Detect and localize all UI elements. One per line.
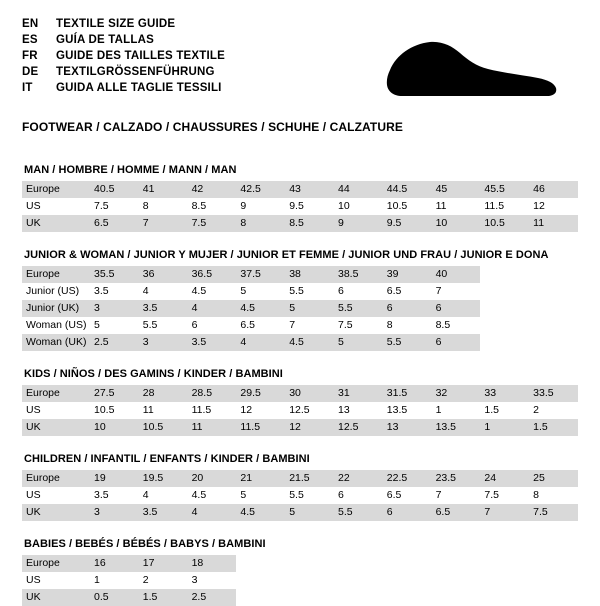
section-title: BABIES / BEBÉS / BÉBÉS / BABYS / BAMBINI <box>24 538 266 550</box>
size-cell: 4 <box>236 334 285 351</box>
size-cell: 24 <box>480 470 529 487</box>
section-title: JUNIOR & WOMAN / JUNIOR Y MUJER / JUNIOR ET FEMME / JUNIOR UND FRAU / JUNIOR E DONA <box>24 249 549 261</box>
size-cell <box>529 317 578 334</box>
size-cell <box>285 589 334 606</box>
table-row <box>22 283 578 300</box>
size-cell: 11 <box>529 215 578 232</box>
size-cell: 28.5 <box>188 385 237 402</box>
size-cell: 23.5 <box>432 470 481 487</box>
size-cell: 6.5 <box>383 487 432 504</box>
size-cell: 7.5 <box>334 317 383 334</box>
size-table <box>22 555 578 606</box>
size-cell: 3 <box>188 572 237 589</box>
size-cell: 1.5 <box>529 419 578 436</box>
size-cell: 8 <box>383 317 432 334</box>
size-table <box>22 181 578 232</box>
size-cell: 28 <box>139 385 188 402</box>
size-cell: 46 <box>529 181 578 198</box>
size-cell: 6.5 <box>383 283 432 300</box>
size-cell: 11 <box>139 402 188 419</box>
size-cell: 17 <box>139 555 188 572</box>
size-section <box>22 164 578 232</box>
table-row <box>22 300 578 317</box>
size-cell <box>480 555 529 572</box>
table-row <box>22 317 578 334</box>
size-cell: 44 <box>334 181 383 198</box>
language-code: IT <box>22 82 33 94</box>
language-title: TEXTILE SIZE GUIDE <box>56 18 176 30</box>
table-row <box>22 589 578 606</box>
size-cell: 29.5 <box>236 385 285 402</box>
language-title: TEXTILGRÖSSENFÜHRUNG <box>56 66 215 78</box>
table-row <box>22 385 578 402</box>
size-cell: 31 <box>334 385 383 402</box>
size-cell: 45.5 <box>480 181 529 198</box>
size-cell <box>383 555 432 572</box>
size-cell: 45 <box>432 181 481 198</box>
table-row <box>22 215 578 232</box>
size-table <box>22 385 578 436</box>
language-row <box>22 18 225 34</box>
row-label: Junior (US) <box>22 283 90 300</box>
size-cell <box>480 283 529 300</box>
size-cell: 9.5 <box>383 215 432 232</box>
size-cell <box>480 300 529 317</box>
size-cell: 4 <box>188 504 237 521</box>
size-cell: 42 <box>188 181 237 198</box>
size-cell: 4.5 <box>188 283 237 300</box>
size-cell: 3 <box>139 334 188 351</box>
size-cell: 25 <box>529 470 578 487</box>
size-cell: 2.5 <box>90 334 139 351</box>
language-code: DE <box>22 66 39 78</box>
size-cell <box>334 555 383 572</box>
size-cell: 11.5 <box>480 198 529 215</box>
size-cell: 13.5 <box>383 402 432 419</box>
row-label: US <box>22 198 90 215</box>
size-cell: 2.5 <box>188 589 237 606</box>
table-row <box>22 402 578 419</box>
size-cell: 41 <box>139 181 188 198</box>
size-cell: 3 <box>90 504 139 521</box>
size-cell <box>432 572 481 589</box>
language-title: GUÍA DE TALLAS <box>56 34 154 46</box>
size-cell: 22.5 <box>383 470 432 487</box>
size-cell: 37.5 <box>236 266 285 283</box>
size-cell <box>334 589 383 606</box>
table-row <box>22 334 578 351</box>
language-title-list <box>22 18 225 98</box>
size-cell: 1 <box>480 419 529 436</box>
size-cell: 5 <box>236 487 285 504</box>
row-label: UK <box>22 419 90 436</box>
section-title: CHILDREN / INFANTIL / ENFANTS / KINDER / BAMBINI <box>24 453 310 465</box>
language-code: FR <box>22 50 38 62</box>
size-cell: 12 <box>285 419 334 436</box>
size-cell <box>480 317 529 334</box>
size-cell: 3.5 <box>90 283 139 300</box>
size-cell: 11 <box>188 419 237 436</box>
size-cell: 40 <box>432 266 481 283</box>
size-cell: 4.5 <box>285 334 334 351</box>
size-cell <box>383 572 432 589</box>
size-cell: 10.5 <box>139 419 188 436</box>
table-row <box>22 470 578 487</box>
size-cell: 32 <box>432 385 481 402</box>
language-code: EN <box>22 18 39 30</box>
size-cell: 12 <box>236 402 285 419</box>
size-cell: 13 <box>334 402 383 419</box>
size-cell: 7.5 <box>90 198 139 215</box>
size-cell: 2 <box>529 402 578 419</box>
size-cell: 7 <box>480 504 529 521</box>
size-cell <box>383 589 432 606</box>
size-cell <box>236 555 285 572</box>
size-cell: 6 <box>383 300 432 317</box>
size-cell: 18 <box>188 555 237 572</box>
size-cell: 3 <box>90 300 139 317</box>
size-cell: 6 <box>383 504 432 521</box>
size-cell: 13 <box>383 419 432 436</box>
size-cell: 20 <box>188 470 237 487</box>
section-title: MAN / HOMBRE / HOMME / MANN / MAN <box>24 164 237 176</box>
size-cell <box>480 589 529 606</box>
size-section <box>22 368 578 436</box>
language-row <box>22 66 225 82</box>
size-cell: 10 <box>90 419 139 436</box>
size-cell: 7 <box>432 283 481 300</box>
size-cell <box>529 572 578 589</box>
row-label: Woman (US) <box>22 317 90 334</box>
size-cell <box>529 555 578 572</box>
size-cell: 16 <box>90 555 139 572</box>
size-section <box>22 453 578 521</box>
size-cell: 6.5 <box>432 504 481 521</box>
size-table <box>22 470 578 521</box>
size-cell: 4.5 <box>236 300 285 317</box>
size-cell: 36 <box>139 266 188 283</box>
size-cell <box>529 283 578 300</box>
size-cell: 40.5 <box>90 181 139 198</box>
size-cell: 12.5 <box>285 402 334 419</box>
row-label: Europe <box>22 470 90 487</box>
row-label: Europe <box>22 385 90 402</box>
size-cell: 33.5 <box>529 385 578 402</box>
size-cell: 6 <box>432 334 481 351</box>
size-section <box>22 249 578 351</box>
size-cell: 9 <box>236 198 285 215</box>
size-cell: 5 <box>334 334 383 351</box>
size-cell: 7 <box>285 317 334 334</box>
size-cell: 12.5 <box>334 419 383 436</box>
size-cell <box>480 572 529 589</box>
size-cell: 8.5 <box>285 215 334 232</box>
size-cell: 4.5 <box>236 504 285 521</box>
size-cell: 6 <box>432 300 481 317</box>
size-cell: 36.5 <box>188 266 237 283</box>
size-cell: 19 <box>90 470 139 487</box>
size-cell: 2 <box>139 572 188 589</box>
size-cell: 7 <box>432 487 481 504</box>
size-cell: 10 <box>334 198 383 215</box>
size-cell: 13.5 <box>432 419 481 436</box>
size-cell: 11.5 <box>236 419 285 436</box>
row-label: UK <box>22 589 90 606</box>
size-cell: 5.5 <box>383 334 432 351</box>
size-cell: 0.5 <box>90 589 139 606</box>
category-title: FOOTWEAR / CALZADO / CHAUSSURES / SCHUHE / CALZATURE <box>22 120 403 134</box>
size-cell: 33 <box>480 385 529 402</box>
size-cell: 8 <box>139 198 188 215</box>
size-cell <box>236 572 285 589</box>
size-cell: 4.5 <box>188 487 237 504</box>
size-cell: 22 <box>334 470 383 487</box>
size-cell: 5 <box>236 283 285 300</box>
row-label: US <box>22 487 90 504</box>
size-cell: 10 <box>432 215 481 232</box>
language-title: GUIDA ALLE TAGLIE TESSILI <box>56 82 222 94</box>
size-cell: 10.5 <box>383 198 432 215</box>
size-cell <box>480 266 529 283</box>
size-cell: 38.5 <box>334 266 383 283</box>
size-cell: 8.5 <box>188 198 237 215</box>
size-cell: 42.5 <box>236 181 285 198</box>
language-row <box>22 82 225 98</box>
row-label: Europe <box>22 181 90 198</box>
size-cell: 5 <box>90 317 139 334</box>
size-cell: 9.5 <box>285 198 334 215</box>
size-cell: 31.5 <box>383 385 432 402</box>
size-cell: 5.5 <box>285 283 334 300</box>
row-label: UK <box>22 215 90 232</box>
size-cell: 1 <box>90 572 139 589</box>
size-cell: 44.5 <box>383 181 432 198</box>
size-cell: 35.5 <box>90 266 139 283</box>
row-label: US <box>22 572 90 589</box>
size-cell: 6.5 <box>236 317 285 334</box>
table-row <box>22 198 578 215</box>
row-label: US <box>22 402 90 419</box>
row-label: Woman (UK) <box>22 334 90 351</box>
size-cell: 5.5 <box>334 504 383 521</box>
size-cell: 1 <box>432 402 481 419</box>
size-cell <box>529 300 578 317</box>
size-cell: 8 <box>529 487 578 504</box>
page-header <box>22 18 578 106</box>
size-cell: 30 <box>285 385 334 402</box>
table-row <box>22 487 578 504</box>
size-cell: 6.5 <box>90 215 139 232</box>
row-label: Europe <box>22 555 90 572</box>
row-label: Junior (UK) <box>22 300 90 317</box>
size-cell <box>432 555 481 572</box>
section-title: KIDS / NIÑOS / DES GAMINS / KINDER / BAMBINI <box>24 368 283 380</box>
size-cell: 1.5 <box>480 402 529 419</box>
language-code: ES <box>22 34 38 46</box>
size-cell: 6 <box>334 487 383 504</box>
size-cell: 8.5 <box>432 317 481 334</box>
size-cell: 8 <box>236 215 285 232</box>
size-cell: 5.5 <box>285 487 334 504</box>
row-label: UK <box>22 504 90 521</box>
size-cell: 19.5 <box>139 470 188 487</box>
size-table <box>22 266 578 351</box>
language-row <box>22 34 225 50</box>
size-cell: 3.5 <box>90 487 139 504</box>
size-cell: 5.5 <box>334 300 383 317</box>
size-cell: 12 <box>529 198 578 215</box>
size-cell <box>236 589 285 606</box>
size-cell: 9 <box>334 215 383 232</box>
size-cell <box>334 572 383 589</box>
size-cell: 11.5 <box>188 402 237 419</box>
size-cell: 3.5 <box>139 504 188 521</box>
size-cell: 5 <box>285 300 334 317</box>
size-cell: 3.5 <box>188 334 237 351</box>
size-cell: 4 <box>139 487 188 504</box>
size-cell <box>529 266 578 283</box>
size-cell: 7.5 <box>188 215 237 232</box>
size-cell <box>285 555 334 572</box>
size-cell <box>480 334 529 351</box>
size-cell: 39 <box>383 266 432 283</box>
size-cell: 6 <box>188 317 237 334</box>
size-cell: 7 <box>139 215 188 232</box>
size-cell: 38 <box>285 266 334 283</box>
table-row <box>22 572 578 589</box>
size-cell <box>529 334 578 351</box>
row-label: Europe <box>22 266 90 283</box>
size-section <box>22 538 578 606</box>
size-sections <box>22 164 578 606</box>
size-cell: 27.5 <box>90 385 139 402</box>
table-row <box>22 555 578 572</box>
table-row <box>22 181 578 198</box>
language-title: GUIDE DES TAILLES TEXTILE <box>56 50 225 62</box>
table-row <box>22 504 578 521</box>
size-cell: 21.5 <box>285 470 334 487</box>
size-cell: 1.5 <box>139 589 188 606</box>
size-cell: 10.5 <box>480 215 529 232</box>
size-cell: 6 <box>334 283 383 300</box>
size-cell: 4 <box>188 300 237 317</box>
table-row <box>22 266 578 283</box>
size-cell <box>285 572 334 589</box>
table-row <box>22 419 578 436</box>
size-cell: 43 <box>285 181 334 198</box>
size-cell: 5 <box>285 504 334 521</box>
size-cell: 5.5 <box>139 317 188 334</box>
size-cell: 7.5 <box>529 504 578 521</box>
size-cell <box>432 589 481 606</box>
size-cell: 10.5 <box>90 402 139 419</box>
size-cell: 11 <box>432 198 481 215</box>
dress-shoe-icon <box>372 30 562 106</box>
size-cell: 7.5 <box>480 487 529 504</box>
size-cell: 4 <box>139 283 188 300</box>
size-cell: 21 <box>236 470 285 487</box>
size-cell: 3.5 <box>139 300 188 317</box>
size-cell <box>529 589 578 606</box>
language-row <box>22 50 225 66</box>
